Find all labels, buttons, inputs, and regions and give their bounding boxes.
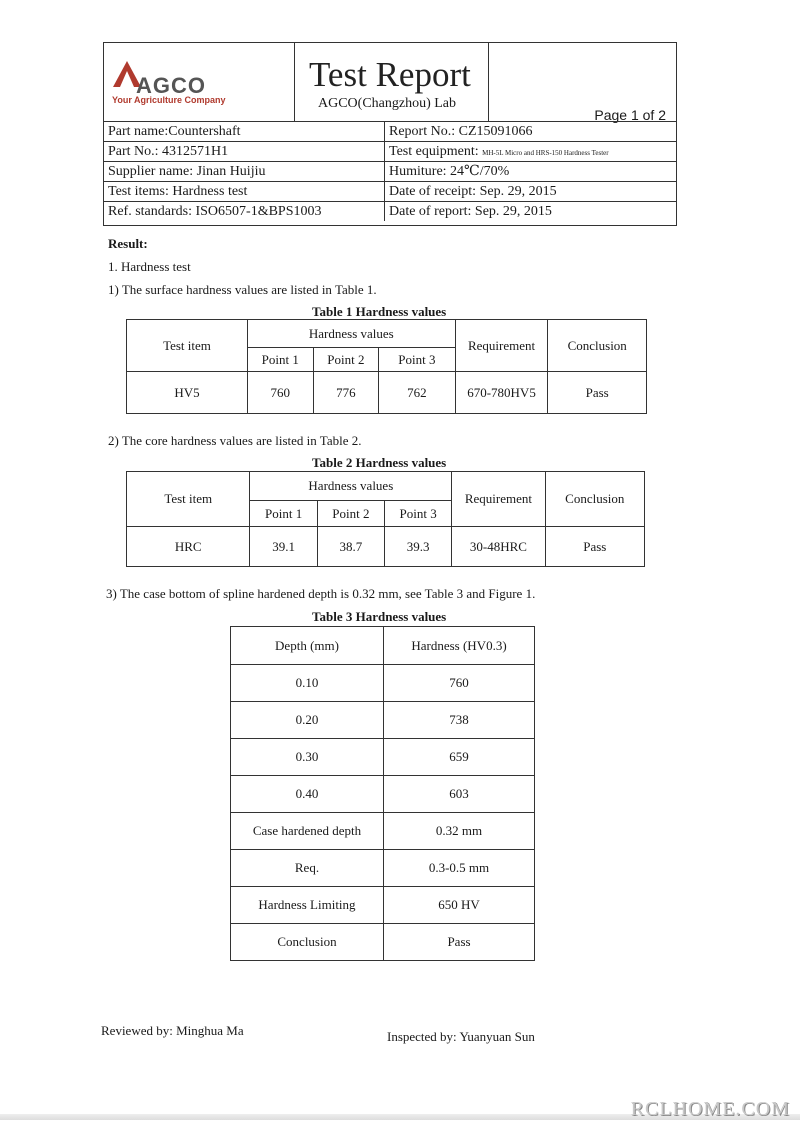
test-equipment-label: Test equipment:	[389, 144, 479, 159]
table1-header-requirement: Requirement	[455, 320, 548, 372]
date-report: Date of report: Sep. 29, 2015	[384, 202, 674, 221]
page-cell	[489, 43, 676, 121]
table-row	[231, 924, 535, 961]
table2-item: HRC	[127, 527, 250, 567]
logo-cell	[104, 43, 295, 121]
table2-point3: 39.3	[384, 527, 451, 567]
table3-key: 0.40	[231, 776, 384, 813]
logo-text: AGCO	[136, 73, 206, 98]
table3-caption: Table 3 Hardness values	[312, 609, 447, 624]
title-cell	[295, 43, 489, 121]
table1-caption: Table 1 Hardness values	[312, 304, 447, 319]
page-number: Page 1 of 2	[594, 107, 666, 123]
header-row	[104, 141, 676, 161]
table-row	[231, 776, 535, 813]
table3-key: Req.	[231, 850, 384, 887]
paragraph-case-depth: 3) The case bottom of spline hardened depth is 0.32 mm, see Table 3 and Figure 1.	[106, 586, 536, 601]
table2-header-point3: Point 3	[384, 501, 451, 527]
header-row	[104, 121, 676, 141]
section-hardness-test: 1. Hardness test	[108, 259, 191, 274]
table1	[126, 319, 647, 414]
table-row	[231, 887, 535, 924]
table3-key: Case hardened depth	[231, 813, 384, 850]
table1-point2: 776	[313, 372, 379, 414]
table2-header-requirement: Requirement	[452, 472, 545, 527]
test-equipment	[384, 142, 674, 161]
ref-standards: Ref. standards: ISO6507-1&BPS1003	[108, 204, 322, 219]
table1-point1: 760	[247, 372, 313, 414]
table2-header-test-item: Test item	[127, 472, 250, 527]
watermark: RCLHOME.COM	[630, 1098, 790, 1120]
report-header	[103, 42, 677, 226]
table3-key: 0.10	[231, 665, 384, 702]
table3-key: 0.30	[231, 739, 384, 776]
table3-key: Hardness Limiting	[231, 887, 384, 924]
part-name: Part name:Countershaft	[108, 124, 241, 139]
table3-value: 0.3-0.5 mm	[384, 850, 535, 887]
table3-value: Pass	[384, 924, 535, 961]
table3-key: 0.20	[231, 702, 384, 739]
table3-value: 738	[384, 702, 535, 739]
table2-conclusion: Pass	[545, 527, 644, 567]
table3	[230, 626, 535, 961]
table1-header-hardness: Hardness values	[247, 320, 455, 348]
paragraph-surface: 1) The surface hardness values are listed in Table 1.	[108, 282, 377, 297]
table3-value: 603	[384, 776, 535, 813]
table2-point2: 38.7	[317, 527, 384, 567]
table-row	[231, 702, 535, 739]
table-row	[231, 850, 535, 887]
table-row	[127, 527, 645, 567]
table3-value: 659	[384, 739, 535, 776]
table1-header-point3: Point 3	[379, 348, 455, 372]
paragraph-core: 2) The core hardness values are listed in Table 2.	[108, 433, 362, 448]
result-label: Result:	[108, 236, 148, 251]
part-number: Part No.: 4312571H1	[108, 144, 229, 159]
humiture: Humiture: 24℃/70%	[384, 162, 674, 181]
table2-point1: 39.1	[250, 527, 317, 567]
table2-header-conclusion: Conclusion	[545, 472, 644, 527]
logo-tagline: Your Agriculture Company	[112, 95, 226, 105]
table1-point3: 762	[379, 372, 455, 414]
test-items: Test items: Hardness test	[108, 184, 248, 199]
header-row	[104, 181, 676, 201]
reviewed-by: Reviewed by: Minghua Ma	[101, 1023, 244, 1038]
table1-header-test-item: Test item	[127, 320, 248, 372]
table1-header-point2: Point 2	[313, 348, 379, 372]
table3-value: 0.32 mm	[384, 813, 535, 850]
header-row	[104, 201, 676, 221]
header-row	[104, 161, 676, 181]
table-row	[231, 813, 535, 850]
report-title: Test Report	[309, 55, 471, 94]
table3-key: Conclusion	[231, 924, 384, 961]
table-row	[127, 372, 647, 414]
table2-header-point2: Point 2	[317, 501, 384, 527]
table2-header-hardness: Hardness values	[250, 472, 452, 501]
table2-requirement: 30-48HRC	[452, 527, 545, 567]
table3-header-depth: Depth (mm)	[231, 627, 384, 665]
table1-requirement: 670-780HV5	[455, 372, 548, 414]
test-equipment-detail: MH-5L Micro and HRS-150 Hardness Tester	[482, 149, 609, 157]
date-receipt: Date of receipt: Sep. 29, 2015	[384, 182, 674, 201]
table1-conclusion: Pass	[548, 372, 647, 414]
inspected-by: Inspected by: Yuanyuan Sun	[387, 1029, 535, 1044]
table3-value: 760	[384, 665, 535, 702]
table2-header-point1: Point 1	[250, 501, 317, 527]
supplier-name: Supplier name: Jinan Huijiu	[108, 164, 266, 179]
table-row	[231, 739, 535, 776]
table1-item: HV5	[127, 372, 248, 414]
table3-header-hardness: Hardness (HV0.3)	[384, 627, 535, 665]
table2-caption: Table 2 Hardness values	[312, 455, 447, 470]
table1-header-point1: Point 1	[247, 348, 313, 372]
report-number: Report No.: CZ15091066	[384, 122, 674, 141]
lab-name: AGCO(Changzhou) Lab	[318, 96, 457, 111]
table2	[126, 471, 645, 567]
table3-value: 650 HV	[384, 887, 535, 924]
table-row	[231, 665, 535, 702]
table1-header-conclusion: Conclusion	[548, 320, 647, 372]
